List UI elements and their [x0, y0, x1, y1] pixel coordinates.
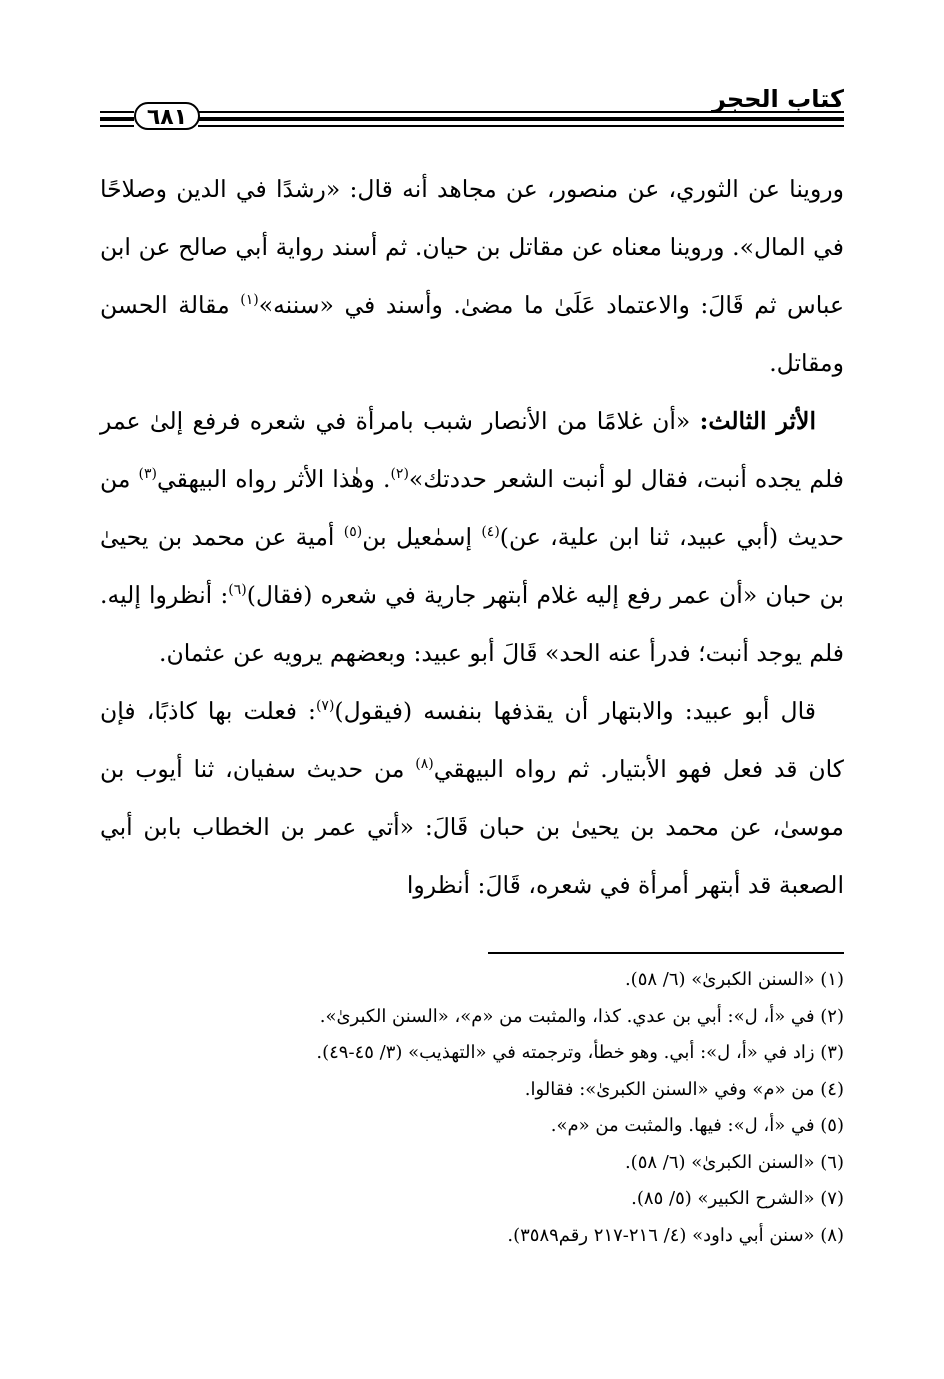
footnote-ref-1[interactable]: (١)	[240, 292, 259, 308]
header-rule-bottom	[198, 125, 844, 127]
running-title: كتاب الحجر	[712, 85, 844, 113]
footnote-ref-3[interactable]: (٣)	[138, 466, 157, 482]
footnote-1: (١) «السنن الكبرىٰ» (٦/ ٥٨).	[624, 969, 844, 990]
header-rule-middle	[198, 117, 844, 121]
paragraph-3	[100, 682, 844, 914]
header-rule-left-middle	[100, 117, 134, 121]
paragraph-2	[100, 392, 844, 682]
footnote-5: (٥) في «أ، ل»: فيها. والمثبت من «م».	[550, 1115, 844, 1136]
paragraph-1	[100, 160, 844, 392]
footnotes	[100, 962, 844, 1254]
text-segment: : فعلت بها كاذبًا، فإن كان قد فعل فهو الأبتيار. ثم رواه البيهقي	[100, 697, 844, 783]
footnote-7: (٧) «الشرح الكبير» (٥/ ٨٥).	[631, 1188, 844, 1209]
footnote-ref-7[interactable]: (٧)	[315, 698, 335, 714]
header-rule-top	[198, 111, 844, 113]
text-segment: «أن غلامًا من الأنصار شبب بامرأة في شعره فرفع إلىٰ عمر فلم يجده أنبت، فقال لو أنبت الشعر حددتك»	[100, 407, 844, 493]
text-segment: من حديث (أبي عبيد، ثنا ابن علية، عن)	[100, 465, 844, 551]
text-segment: من حديث سفيان، ثنا أيوب بن موسىٰ، عن محمد بن يحيىٰ بن حبان قَالَ: «أتي عمر بن الخطاب بابن أبي الصعبة قد أبتهر أمرأة في شعره، قَالَ: أنظروا	[100, 755, 844, 899]
header-rule-left-top	[100, 111, 134, 113]
main-text	[100, 160, 844, 914]
footnote-4: (٤) من «م» وفي «السنن الكبرىٰ»: فقالوا.	[524, 1078, 844, 1100]
footnote-ref-5[interactable]: (٥)	[343, 524, 363, 540]
footnote-3: (٣) زاد في «أ، ل»: أبي. وهو خطأ، وترجمته في «التهذيب» (٣/ ٤٥-٤٩).	[316, 1042, 844, 1063]
text-segment: وروينا عن الثوري، عن منصور، عن مجاهد أنه قال: «رشدًا في الدين وصلاحًا في المال». وروينا معناه عن مقاتل بن حيان. ثم أسند رواية أبي صالح عن ابن عباس ثم قَالَ: والاعتماد عَلَىٰ ما مضىٰ. وأسند في «سننه»	[100, 175, 844, 319]
footnote-separator	[488, 952, 844, 954]
page-number: ٦٨١	[134, 102, 200, 130]
text-segment: قال أبو عبيد: والابتهار أن يقذفها بنفسه (فيقول)	[334, 697, 816, 725]
section-lead: الأثر الثالث:	[699, 407, 816, 435]
footnote-ref-4[interactable]: (٤)	[481, 524, 500, 540]
header-rule-left-bottom	[100, 125, 134, 127]
text-segment: أمية عن محمد بن يحيىٰ بن حبان «أن عمر رفع إليه غلام أبتهر جارية في شعره (فقال)	[100, 523, 844, 609]
page-header	[100, 84, 844, 130]
footnote-8: (٨) «سنن أبي داود» (٤/ ٢١٦-٢١٧ رقم٣٥٨٩).	[507, 1224, 844, 1246]
footnote-ref-8[interactable]: (٨)	[415, 756, 434, 772]
footnote-6: (٦) «السنن الكبرىٰ» (٦/ ٥٨).	[624, 1151, 844, 1173]
footnote-2: (٢) في «أ، ل»: أبي بن عدي. كذا، والمثبت من «م»، «السنن الكبرىٰ».	[319, 1005, 844, 1027]
text-segment: مقالة الحسن ومقاتل.	[100, 291, 844, 377]
text-segment: إسمٰعيل بن	[362, 523, 482, 551]
footnote-ref-2[interactable]: (٢)	[390, 466, 409, 482]
text-segment: : أنظروا إليه. فلم يوجد أنبت؛ فدرأ عنه الحد» قَالَ أبو عبيد: وبعضهم يرويه عن عثمان.	[100, 581, 844, 667]
text-segment: . وهٰذا الأثر رواه البيهقي	[157, 465, 391, 493]
footnote-ref-6[interactable]: (٦)	[228, 582, 247, 598]
